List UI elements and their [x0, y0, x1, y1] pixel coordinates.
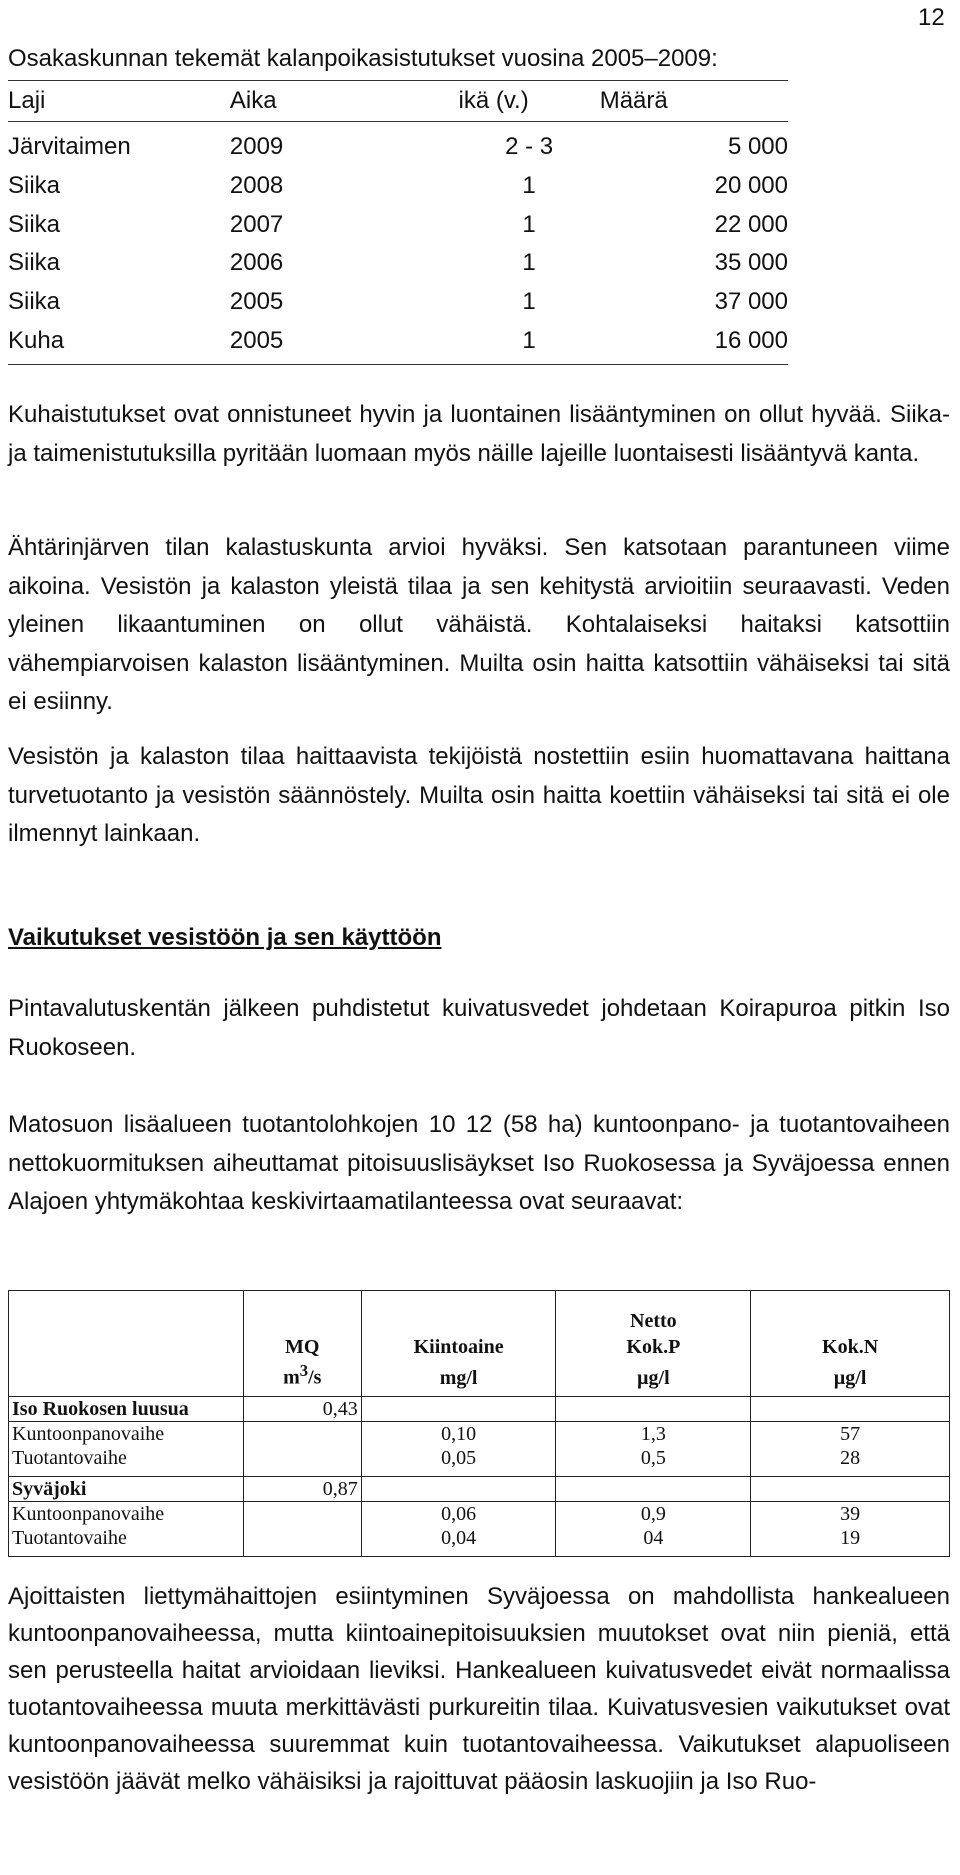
paragraph-fishing-association-assessment: Ähtärinjärven tilan kalastuskunta arvioi hyväksi. Sen katsotaan parantuneen viime aikoina. Vesistön ja kalaston yleistä tilaa ja sen kehitystä arvioitiin seuraavasti. Veden yleinen likaantuminen on ollut vähäistä. Kohtalaiseksi haitaksi katsottiin vähempiarvoisen kalaston lisääntyminen. Muilta osin haitta katsottiin vähäiseksi tai sitä ei esiinny.: [8, 534, 950, 715]
year-cell: 2009: [229, 133, 284, 161]
amount-cell: 22 000: [714, 210, 788, 238]
group-row-syvajoki: [9, 1476, 950, 1501]
unit-total-p: µg/l: [556, 1359, 751, 1396]
table-row: [8, 244, 788, 283]
phase-label: Kuntoonpanovaihe: [9, 1501, 244, 1526]
amount-cell: 16 000: [714, 326, 788, 354]
column-header-total-n: Kok.N: [751, 1335, 950, 1359]
solids-value: 0,10: [361, 1421, 556, 1446]
unit-header-row: [9, 1359, 950, 1396]
solids-value: 0,05: [361, 1446, 556, 1477]
total-p-value: 0,9: [556, 1501, 751, 1526]
year-cell: 2007: [229, 210, 284, 238]
species-cell: Siika: [8, 249, 61, 277]
year-cell: 2005: [229, 288, 284, 316]
concentration-table: [8, 1290, 950, 1557]
table-row: [8, 122, 788, 167]
column-header-age: ikä (v.): [458, 87, 529, 114]
group-row-iso-ruokonen: [9, 1396, 950, 1421]
unit-mq: $m^3/s$: [243, 1359, 361, 1396]
total-p-value: 1,3: [556, 1421, 751, 1446]
amount-cell: 20 000: [714, 172, 788, 200]
total-n-value: 57: [751, 1421, 950, 1446]
species-cell: Kuha: [8, 326, 65, 354]
section-heading-water-impacts: Vaikutukset vesistöön ja sen käyttöön: [8, 924, 442, 951]
paragraph-concentration-increases: Matosuon lisäalueen tuotantolohkojen 10 12 (58 ha) kuntoonpano- ja tuotantovaiheen nettokuormituksen aiheuttamat pitoisuuslisäykset Iso Ruokosessa ja Syväjoessa ennen Alajoen yhtymäkohtaa keskivirtaamatilanteessa ovat seuraavat:: [8, 1111, 950, 1215]
age-cell: 2 - 3: [505, 133, 554, 161]
amount-cell: 37 000: [714, 288, 788, 316]
group-label: Syväjoki: [9, 1476, 244, 1501]
column-header-row: [9, 1335, 950, 1359]
species-cell: Siika: [8, 172, 61, 200]
column-header-total-p: Kok.P: [556, 1335, 751, 1359]
total-n-value: 28: [751, 1446, 950, 1477]
column-header-time: Aika: [229, 87, 277, 114]
netto-header-row: [9, 1291, 950, 1336]
amount-cell: 35 000: [714, 249, 788, 277]
age-cell: 1: [522, 210, 536, 238]
paragraph-harm-factors: Vesistön ja kalaston tilaa haittaavista tekijöistä nostettiin esiin huomattavana haittana turvetuotanto ja vesistön säännöstely. Muilta osin haitta koettiin vähäiseksi tai sitä ei ole ilmennyt lainkaan.: [8, 743, 950, 847]
paragraph-siltation-impacts: Ajoittaisten liettymähaittojen esiintyminen Syväjoessa on mahdollista hankealueen kuntoonpanovaiheessa, mutta kiintoainepitoisuuksien muutokset ovat niin pieniä, että sen perusteella haitat arvioidaan lieviksi. Hankealueen kuivatusvedet eivät normaalissa tuotantovaiheessa muuta merkittävästi purkureitin tilaa. Kuivatusvesien vaikutukset ovat kuntoonpanovaiheessa suuremmat kuin tuotantovaiheessa. Vaikutukset alapuoliseen vesistöön jäävät melko vähäisiksi ja rajoittuvat pääosin laskuojiin ja Iso Ruo-: [8, 1583, 950, 1795]
phase-label: Tuotantovaihe: [9, 1446, 244, 1477]
table-row: [9, 1421, 950, 1446]
year-cell: 2005: [229, 326, 284, 354]
table-row: [8, 205, 788, 244]
total-n-value: 19: [751, 1526, 950, 1557]
species-cell: Siika: [8, 210, 61, 238]
page-number: 12: [918, 4, 945, 31]
age-cell: 1: [522, 172, 536, 200]
paragraph-drainage-route: Pintavalutuskentän jälkeen puhdistetut kuivatusvedet johdetaan Koirapuroa pitkin Iso Ruokoseen.: [8, 995, 950, 1061]
species-cell: Siika: [8, 288, 61, 316]
table-row: [9, 1526, 950, 1557]
paragraph-fish-stocking-results: Kuhaistutukset ovat onnistuneet hyvin ja luontainen lisääntyminen on ollut hyvää. Siika- ja taimenistutuksilla pyritään luomaan myös näille lajeille luontaisesti lisääntyvä kanta.: [8, 401, 950, 467]
total-p-value: 0,5: [556, 1446, 751, 1477]
table-row: [8, 167, 788, 206]
group-label: Iso Ruokosen luusua: [9, 1396, 244, 1421]
column-header-solids: Kiintoaine: [361, 1335, 556, 1359]
unit-solids: mg/l: [361, 1359, 556, 1396]
column-header-species: Laji: [8, 87, 46, 114]
table-row: [9, 1501, 950, 1526]
column-header-amount: Määrä: [599, 87, 668, 114]
solids-value: 0,06: [361, 1501, 556, 1526]
age-cell: 1: [522, 288, 536, 316]
amount-cell: 5 000: [727, 133, 788, 161]
mq-value: 0,43: [243, 1396, 361, 1421]
year-cell: 2008: [229, 172, 284, 200]
netto-label: Netto: [556, 1291, 751, 1336]
solids-value: 0,04: [361, 1526, 556, 1557]
species-cell: Järvitaimen: [8, 133, 131, 161]
total-n-value: 39: [751, 1501, 950, 1526]
age-cell: 1: [522, 326, 536, 354]
year-cell: 2006: [229, 249, 284, 277]
fish-stocking-heading: Osakaskunnan tekemät kalanpoikasistutukset vuosina 2005–2009:: [8, 45, 718, 72]
unit-total-n: µg/l: [751, 1359, 950, 1396]
mq-value: 0,87: [243, 1476, 361, 1501]
fish-stocking-section: [8, 42, 788, 365]
phase-label: Kuntoonpanovaihe: [9, 1421, 244, 1446]
fish-stocking-table: [8, 80, 788, 365]
fish-table-header-row: [8, 81, 788, 122]
phase-label: Tuotantovaihe: [9, 1526, 244, 1557]
table-row: [8, 283, 788, 322]
table-row: [8, 321, 788, 364]
total-p-value: 04: [556, 1526, 751, 1557]
column-header-mq: MQ: [243, 1335, 361, 1359]
age-cell: 1: [522, 249, 536, 277]
table-row: [9, 1446, 950, 1477]
